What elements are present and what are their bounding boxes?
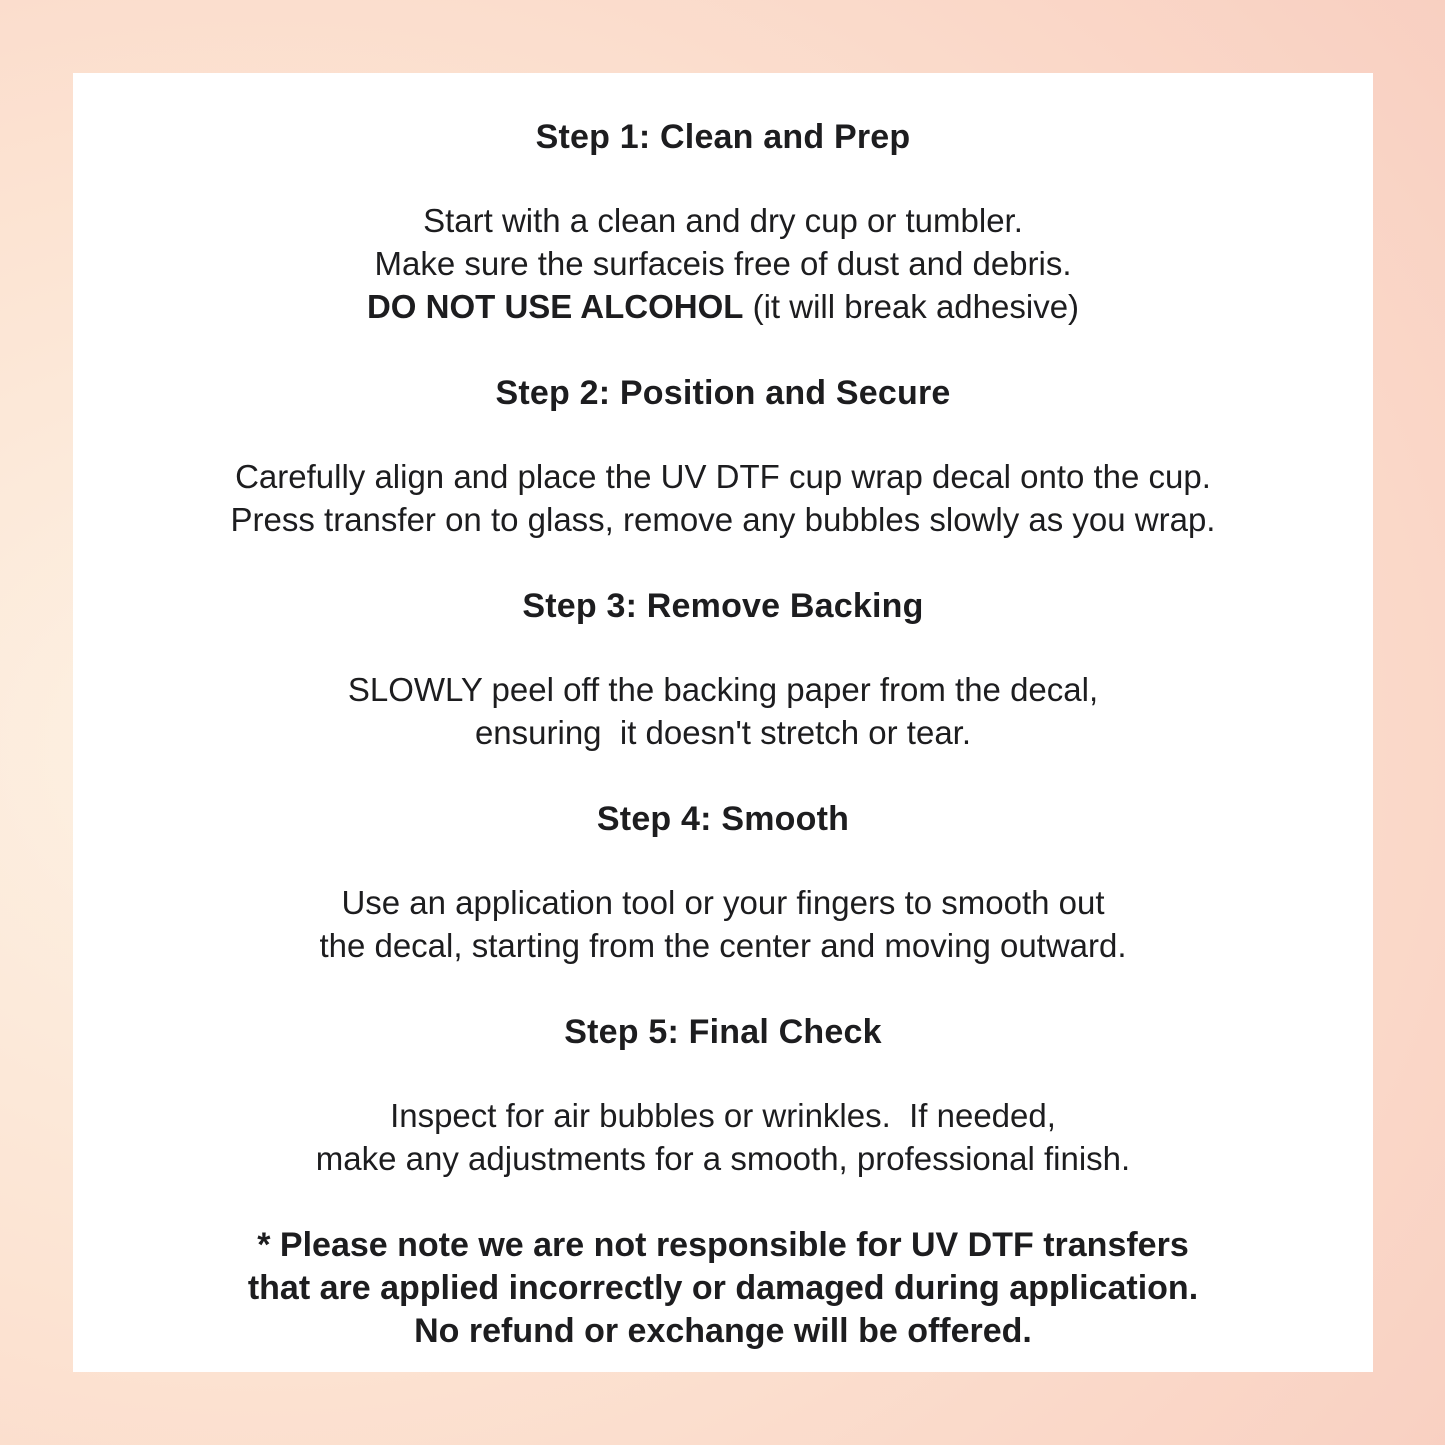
step-5-section xyxy=(73,1011,1373,1180)
step-2-body xyxy=(73,455,1373,541)
step-4-heading: Step 4: Smooth xyxy=(596,800,850,838)
body-line: SLOWLY peel off the backing paper from the decal, xyxy=(347,671,1099,708)
content-panel xyxy=(73,73,1373,1372)
body-line: Carefully align and place the UV DTF cup wrap decal onto the cup. xyxy=(235,458,1211,495)
step-1-section xyxy=(73,116,1373,328)
step-1-body xyxy=(73,199,1373,328)
step-5-body xyxy=(73,1094,1373,1180)
step-3-body xyxy=(73,668,1373,754)
step-3-heading: Step 3: Remove Backing xyxy=(522,587,924,625)
alcohol-warning-line xyxy=(73,285,1373,328)
step-2-heading: Step 2: Position and Secure xyxy=(495,374,951,412)
body-line: make any adjustments for a smooth, professional finish. xyxy=(315,1140,1131,1177)
body-line: the decal, starting from the center and moving outward. xyxy=(319,927,1127,964)
body-line: Make sure the surfaceis free of dust and debris. xyxy=(374,245,1072,282)
body-line: Press transfer on to glass, remove any bubbles slowly as you wrap. xyxy=(230,501,1216,538)
body-line: Use an application tool or your fingers to smooth out xyxy=(341,884,1105,921)
step-4-body xyxy=(73,881,1373,967)
disclaimer-line: * Please note we are not responsible for UV DTF transfers xyxy=(257,1226,1189,1264)
disclaimer xyxy=(73,1224,1373,1353)
body-line: Start with a clean and dry cup or tumbler. xyxy=(423,202,1023,239)
step-1-heading: Step 1: Clean and Prep xyxy=(535,118,911,156)
step-4-section xyxy=(73,798,1373,967)
body-line: Inspect for air bubbles or wrinkles. If needed, xyxy=(390,1097,1056,1134)
step-5-heading: Step 5: Final Check xyxy=(564,1013,882,1051)
alcohol-warning-note: (it will break adhesive) xyxy=(743,288,1080,325)
disclaimer-line: that are applied incorrectly or damaged during application. xyxy=(247,1269,1199,1307)
disclaimer-line: No refund or exchange will be offered. xyxy=(414,1312,1032,1350)
body-line: ensuring it doesn't stretch or tear. xyxy=(474,714,972,751)
alcohol-warning-text: DO NOT USE ALCOHOL xyxy=(366,288,744,325)
step-3-section xyxy=(73,585,1373,754)
step-2-section xyxy=(73,372,1373,541)
